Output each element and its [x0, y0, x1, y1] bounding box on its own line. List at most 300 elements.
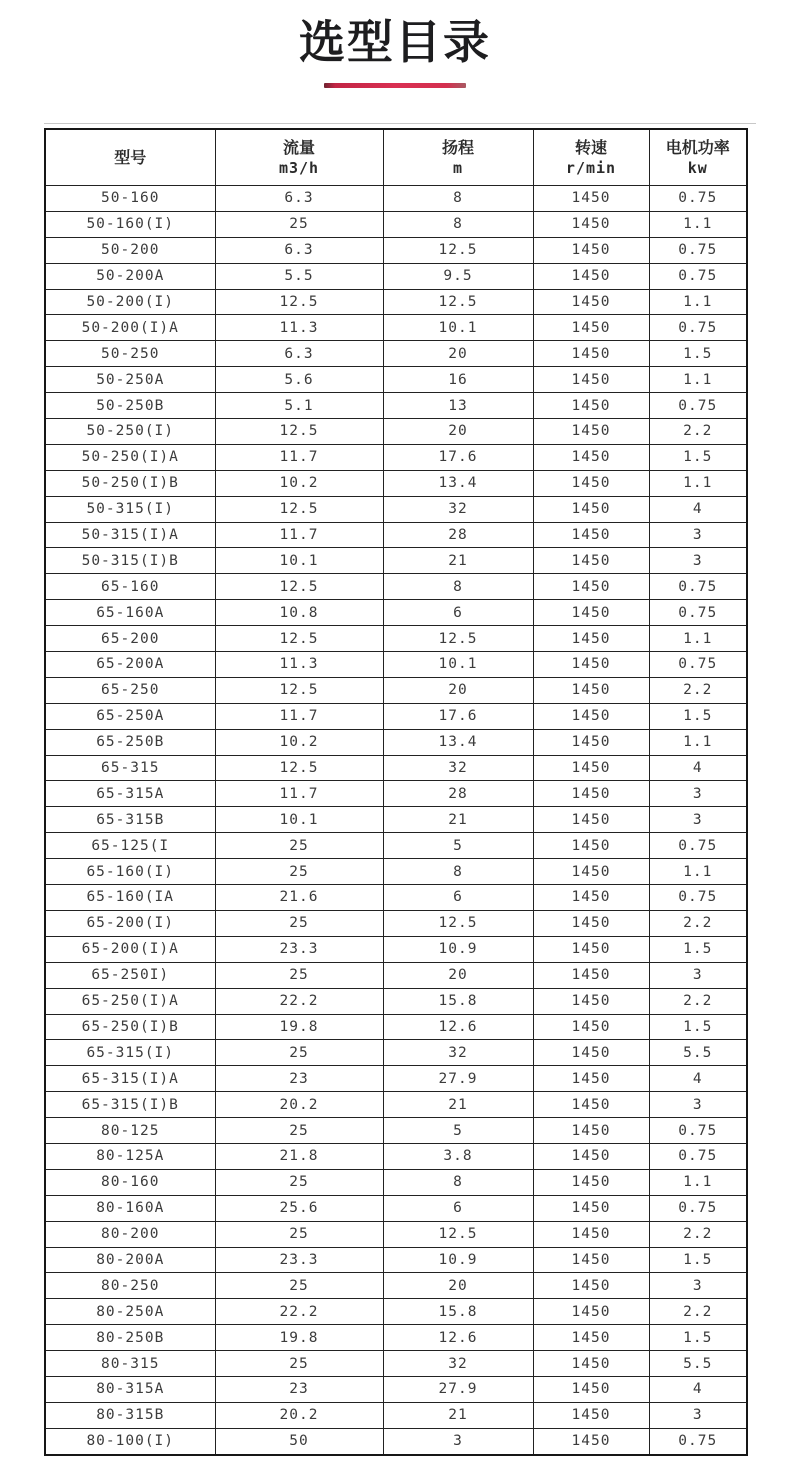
- model-cell: 50-250A: [45, 367, 215, 393]
- table-row: [45, 237, 747, 263]
- speed-cell: 1450: [533, 367, 649, 393]
- speed-cell: 1450: [533, 186, 649, 212]
- table-row: [45, 1221, 747, 1247]
- flow-cell: 11.7: [215, 703, 383, 729]
- flow-cell: 25: [215, 1351, 383, 1377]
- model-cell: 65-250I): [45, 962, 215, 988]
- head-cell: 8: [383, 186, 533, 212]
- power-cell: 0.75: [649, 393, 747, 419]
- table-row: [45, 1376, 747, 1402]
- col-header-speed-label: 转速: [574, 137, 607, 157]
- model-cell: 65-200A: [45, 652, 215, 678]
- power-cell: 1.5: [649, 936, 747, 962]
- head-cell: 3.8: [383, 1143, 533, 1169]
- speed-cell: 1450: [533, 781, 649, 807]
- head-cell: 12.5: [383, 237, 533, 263]
- flow-cell: 23: [215, 1066, 383, 1092]
- head-cell: 13: [383, 393, 533, 419]
- power-cell: 1.5: [649, 1325, 747, 1351]
- head-cell: 12.5: [383, 626, 533, 652]
- model-cell: 80-160A: [45, 1195, 215, 1221]
- model-cell: 65-250A: [45, 703, 215, 729]
- flow-cell: 12.5: [215, 419, 383, 445]
- model-cell: 50-160: [45, 186, 215, 212]
- flow-cell: 22.2: [215, 988, 383, 1014]
- speed-cell: 1450: [533, 1376, 649, 1402]
- power-cell: 0.75: [649, 186, 747, 212]
- speed-cell: 1450: [533, 315, 649, 341]
- flow-cell: 25: [215, 1118, 383, 1144]
- speed-cell: 1450: [533, 1195, 649, 1221]
- table-row: [45, 1325, 747, 1351]
- flow-cell: 12.5: [215, 496, 383, 522]
- flow-cell: 12.5: [215, 574, 383, 600]
- power-cell: 5.5: [649, 1351, 747, 1377]
- model-cell: 80-250B: [45, 1325, 215, 1351]
- model-cell: 65-160A: [45, 600, 215, 626]
- flow-cell: 23: [215, 1376, 383, 1402]
- power-cell: 1.5: [649, 1014, 747, 1040]
- power-cell: 2.2: [649, 988, 747, 1014]
- speed-cell: 1450: [533, 1273, 649, 1299]
- model-cell: 50-250B: [45, 393, 215, 419]
- flow-cell: 19.8: [215, 1325, 383, 1351]
- model-cell: 65-315(I)A: [45, 1066, 215, 1092]
- power-cell: 3: [649, 807, 747, 833]
- power-cell: 2.2: [649, 419, 747, 445]
- flow-cell: 11.7: [215, 781, 383, 807]
- speed-cell: 1450: [533, 263, 649, 289]
- speed-cell: 1450: [533, 703, 649, 729]
- speed-cell: 1450: [533, 677, 649, 703]
- speed-cell: 1450: [533, 289, 649, 315]
- model-cell: 65-315(I)B: [45, 1092, 215, 1118]
- power-cell: 0.75: [649, 833, 747, 859]
- model-cell: 80-315B: [45, 1402, 215, 1428]
- power-cell: 4: [649, 496, 747, 522]
- title-block: [0, 0, 790, 88]
- flow-cell: 11.7: [215, 444, 383, 470]
- model-cell: 50-315(I)A: [45, 522, 215, 548]
- speed-cell: 1450: [533, 936, 649, 962]
- model-cell: 65-200(I)A: [45, 936, 215, 962]
- head-cell: 28: [383, 781, 533, 807]
- head-cell: 20: [383, 341, 533, 367]
- head-cell: 8: [383, 859, 533, 885]
- model-cell: 65-160: [45, 574, 215, 600]
- power-cell: 2.2: [649, 1221, 747, 1247]
- speed-cell: 1450: [533, 1066, 649, 1092]
- power-cell: 1.5: [649, 444, 747, 470]
- flow-cell: 10.2: [215, 470, 383, 496]
- head-cell: 10.9: [383, 936, 533, 962]
- table-row: [45, 652, 747, 678]
- table-row: [45, 781, 747, 807]
- table-row: [45, 1351, 747, 1377]
- table-row: [45, 910, 747, 936]
- speed-cell: 1450: [533, 237, 649, 263]
- power-cell: 4: [649, 755, 747, 781]
- flow-cell: 10.2: [215, 729, 383, 755]
- table-row: [45, 1143, 747, 1169]
- speed-cell: 1450: [533, 1247, 649, 1273]
- power-cell: 2.2: [649, 1299, 747, 1325]
- flow-cell: 50: [215, 1428, 383, 1454]
- table-row: [45, 522, 747, 548]
- speed-cell: 1450: [533, 522, 649, 548]
- table-row: [45, 729, 747, 755]
- speed-cell: 1450: [533, 1092, 649, 1118]
- col-header-flow-label: 流量: [282, 137, 315, 157]
- speed-cell: 1450: [533, 574, 649, 600]
- power-cell: 1.1: [649, 211, 747, 237]
- table-row: [45, 859, 747, 885]
- flow-cell: 25: [215, 211, 383, 237]
- table-row: [45, 936, 747, 962]
- table-row: [45, 419, 747, 445]
- model-cell: 50-200: [45, 237, 215, 263]
- col-header-flow: [215, 129, 383, 186]
- model-cell: 65-250(I)B: [45, 1014, 215, 1040]
- speed-cell: 1450: [533, 833, 649, 859]
- power-cell: 0.75: [649, 600, 747, 626]
- flow-cell: 25: [215, 833, 383, 859]
- head-cell: 13.4: [383, 470, 533, 496]
- speed-cell: 1450: [533, 1351, 649, 1377]
- table-row: [45, 807, 747, 833]
- head-cell: 8: [383, 1169, 533, 1195]
- speed-cell: 1450: [533, 652, 649, 678]
- model-cell: 80-250: [45, 1273, 215, 1299]
- title-underline: [324, 83, 466, 88]
- model-cell: 50-315(I): [45, 496, 215, 522]
- model-cell: 50-160(I): [45, 211, 215, 237]
- col-header-head-unit: m: [452, 158, 464, 177]
- table-row: [45, 1066, 747, 1092]
- power-cell: 1.5: [649, 1247, 747, 1273]
- model-cell: 80-200: [45, 1221, 215, 1247]
- power-cell: 3: [649, 1273, 747, 1299]
- head-cell: 12.5: [383, 1221, 533, 1247]
- col-header-head-label: 扬程: [441, 137, 474, 157]
- col-header-power-label: 电机功率: [665, 137, 730, 157]
- power-cell: 3: [649, 1402, 747, 1428]
- model-cell: 80-315A: [45, 1376, 215, 1402]
- speed-cell: 1450: [533, 988, 649, 1014]
- head-cell: 15.8: [383, 1299, 533, 1325]
- speed-cell: 1450: [533, 548, 649, 574]
- table-row: [45, 1040, 747, 1066]
- power-cell: 0.75: [649, 263, 747, 289]
- speed-cell: 1450: [533, 393, 649, 419]
- head-cell: 10.1: [383, 315, 533, 341]
- flow-cell: 25: [215, 1221, 383, 1247]
- flow-cell: 10.1: [215, 807, 383, 833]
- col-header-speed: [533, 129, 649, 186]
- col-header-model-label: 型号: [114, 148, 147, 167]
- model-cell: 50-250: [45, 341, 215, 367]
- speed-cell: 1450: [533, 626, 649, 652]
- speed-cell: 1450: [533, 807, 649, 833]
- table-row: [45, 263, 747, 289]
- power-cell: 0.75: [649, 1195, 747, 1221]
- model-cell: 65-200(I): [45, 910, 215, 936]
- speed-cell: 1450: [533, 859, 649, 885]
- head-cell: 8: [383, 574, 533, 600]
- power-cell: 2.2: [649, 677, 747, 703]
- power-cell: 3: [649, 1092, 747, 1118]
- model-cell: 50-250(I)A: [45, 444, 215, 470]
- model-cell: 65-315B: [45, 807, 215, 833]
- table-row: [45, 1118, 747, 1144]
- flow-cell: 25: [215, 910, 383, 936]
- power-cell: 1.1: [649, 729, 747, 755]
- col-header-speed-unit: r/min: [565, 158, 617, 177]
- flow-cell: 6.3: [215, 237, 383, 263]
- head-cell: 6: [383, 885, 533, 911]
- selection-table-wrap: [44, 128, 746, 1456]
- power-cell: 5.5: [649, 1040, 747, 1066]
- table-row: [45, 367, 747, 393]
- head-cell: 10.1: [383, 652, 533, 678]
- head-cell: 10.9: [383, 1247, 533, 1273]
- table-row: [45, 626, 747, 652]
- table-row: [45, 211, 747, 237]
- power-cell: 0.75: [649, 1428, 747, 1454]
- table-row: [45, 496, 747, 522]
- model-cell: 65-160(IA: [45, 885, 215, 911]
- col-header-power-unit: kw: [687, 158, 708, 177]
- table-row: [45, 703, 747, 729]
- model-cell: 50-315(I)B: [45, 548, 215, 574]
- table-row: [45, 1247, 747, 1273]
- model-cell: 65-315: [45, 755, 215, 781]
- divider-line: [44, 123, 756, 124]
- head-cell: 32: [383, 1040, 533, 1066]
- head-cell: 12.6: [383, 1014, 533, 1040]
- table-row: [45, 315, 747, 341]
- power-cell: 0.75: [649, 574, 747, 600]
- head-cell: 20: [383, 677, 533, 703]
- speed-cell: 1450: [533, 1428, 649, 1454]
- power-cell: 3: [649, 522, 747, 548]
- head-cell: 12.5: [383, 910, 533, 936]
- flow-cell: 23.3: [215, 1247, 383, 1273]
- head-cell: 17.6: [383, 703, 533, 729]
- table-row: [45, 393, 747, 419]
- head-cell: 16: [383, 367, 533, 393]
- model-cell: 65-250: [45, 677, 215, 703]
- table-row: [45, 988, 747, 1014]
- flow-cell: 12.5: [215, 677, 383, 703]
- table-row: [45, 600, 747, 626]
- flow-cell: 6.3: [215, 341, 383, 367]
- table-row: [45, 444, 747, 470]
- power-cell: 4: [649, 1066, 747, 1092]
- speed-cell: 1450: [533, 1143, 649, 1169]
- speed-cell: 1450: [533, 729, 649, 755]
- model-cell: 65-315(I): [45, 1040, 215, 1066]
- flow-cell: 10.1: [215, 548, 383, 574]
- flow-cell: 25: [215, 962, 383, 988]
- speed-cell: 1450: [533, 470, 649, 496]
- speed-cell: 1450: [533, 962, 649, 988]
- table-row: [45, 1402, 747, 1428]
- flow-cell: 12.5: [215, 755, 383, 781]
- flow-cell: 5.5: [215, 263, 383, 289]
- flow-cell: 25.6: [215, 1195, 383, 1221]
- head-cell: 6: [383, 600, 533, 626]
- power-cell: 0.75: [649, 885, 747, 911]
- flow-cell: 10.8: [215, 600, 383, 626]
- head-cell: 21: [383, 807, 533, 833]
- flow-cell: 11.3: [215, 652, 383, 678]
- model-cell: 80-160: [45, 1169, 215, 1195]
- flow-cell: 25: [215, 1273, 383, 1299]
- speed-cell: 1450: [533, 600, 649, 626]
- model-cell: 50-250(I)B: [45, 470, 215, 496]
- col-header-model: [45, 129, 215, 186]
- table-row: [45, 1169, 747, 1195]
- model-cell: 65-315A: [45, 781, 215, 807]
- speed-cell: 1450: [533, 1169, 649, 1195]
- table-row: [45, 1092, 747, 1118]
- flow-cell: 25: [215, 859, 383, 885]
- head-cell: 13.4: [383, 729, 533, 755]
- speed-cell: 1450: [533, 1325, 649, 1351]
- head-cell: 27.9: [383, 1066, 533, 1092]
- table-header: [45, 129, 747, 186]
- flow-cell: 25: [215, 1040, 383, 1066]
- speed-cell: 1450: [533, 444, 649, 470]
- model-cell: 80-100(I): [45, 1428, 215, 1454]
- speed-cell: 1450: [533, 885, 649, 911]
- speed-cell: 1450: [533, 1299, 649, 1325]
- power-cell: 1.1: [649, 1169, 747, 1195]
- head-cell: 15.8: [383, 988, 533, 1014]
- model-cell: 65-160(I): [45, 859, 215, 885]
- flow-cell: 25: [215, 1169, 383, 1195]
- model-cell: 80-250A: [45, 1299, 215, 1325]
- head-cell: 21: [383, 548, 533, 574]
- model-cell: 50-250(I): [45, 419, 215, 445]
- flow-cell: 23.3: [215, 936, 383, 962]
- power-cell: 1.1: [649, 470, 747, 496]
- flow-cell: 20.2: [215, 1092, 383, 1118]
- power-cell: 1.1: [649, 626, 747, 652]
- model-cell: 80-200A: [45, 1247, 215, 1273]
- power-cell: 3: [649, 548, 747, 574]
- flow-cell: 12.5: [215, 289, 383, 315]
- speed-cell: 1450: [533, 211, 649, 237]
- head-cell: 21: [383, 1402, 533, 1428]
- speed-cell: 1450: [533, 341, 649, 367]
- table-row: [45, 574, 747, 600]
- speed-cell: 1450: [533, 1221, 649, 1247]
- speed-cell: 1450: [533, 419, 649, 445]
- table-row: [45, 962, 747, 988]
- table-row: [45, 548, 747, 574]
- page-title: 选型目录: [299, 15, 491, 69]
- head-cell: 32: [383, 496, 533, 522]
- table-row: [45, 885, 747, 911]
- flow-cell: 5.6: [215, 367, 383, 393]
- table-row: [45, 186, 747, 212]
- head-cell: 12.6: [383, 1325, 533, 1351]
- head-cell: 17.6: [383, 444, 533, 470]
- flow-cell: 20.2: [215, 1402, 383, 1428]
- power-cell: 0.75: [649, 1143, 747, 1169]
- model-cell: 80-125: [45, 1118, 215, 1144]
- table-row: [45, 1195, 747, 1221]
- header-row: [45, 129, 747, 186]
- model-cell: 65-250(I)A: [45, 988, 215, 1014]
- speed-cell: 1450: [533, 1040, 649, 1066]
- power-cell: 0.75: [649, 315, 747, 341]
- table-row: [45, 755, 747, 781]
- head-cell: 6: [383, 1195, 533, 1221]
- power-cell: 4: [649, 1376, 747, 1402]
- flow-cell: 6.3: [215, 186, 383, 212]
- head-cell: 20: [383, 962, 533, 988]
- head-cell: 32: [383, 1351, 533, 1377]
- power-cell: 1.1: [649, 367, 747, 393]
- table-row: [45, 1273, 747, 1299]
- table-row: [45, 289, 747, 315]
- head-cell: 12.5: [383, 289, 533, 315]
- model-cell: 50-200(I): [45, 289, 215, 315]
- table-body: [45, 186, 747, 1455]
- table-row: [45, 1428, 747, 1454]
- head-cell: 3: [383, 1428, 533, 1454]
- table-row: [45, 1299, 747, 1325]
- flow-cell: 11.3: [215, 315, 383, 341]
- selection-table: [44, 128, 748, 1456]
- model-cell: 65-125(I: [45, 833, 215, 859]
- flow-cell: 12.5: [215, 626, 383, 652]
- speed-cell: 1450: [533, 1118, 649, 1144]
- power-cell: 0.75: [649, 652, 747, 678]
- table-row: [45, 470, 747, 496]
- flow-cell: 21.6: [215, 885, 383, 911]
- model-cell: 80-125A: [45, 1143, 215, 1169]
- power-cell: 1.5: [649, 703, 747, 729]
- power-cell: 0.75: [649, 237, 747, 263]
- model-cell: 50-200(I)A: [45, 315, 215, 341]
- head-cell: 32: [383, 755, 533, 781]
- flow-cell: 22.2: [215, 1299, 383, 1325]
- table-row: [45, 677, 747, 703]
- head-cell: 9.5: [383, 263, 533, 289]
- power-cell: 1.1: [649, 289, 747, 315]
- model-cell: 80-315: [45, 1351, 215, 1377]
- col-header-flow-unit: m3/h: [278, 158, 320, 177]
- model-cell: 50-200A: [45, 263, 215, 289]
- flow-cell: 11.7: [215, 522, 383, 548]
- col-header-head: [383, 129, 533, 186]
- speed-cell: 1450: [533, 1402, 649, 1428]
- flow-cell: 21.8: [215, 1143, 383, 1169]
- flow-cell: 5.1: [215, 393, 383, 419]
- table-row: [45, 341, 747, 367]
- model-cell: 65-200: [45, 626, 215, 652]
- speed-cell: 1450: [533, 1014, 649, 1040]
- power-cell: 2.2: [649, 910, 747, 936]
- speed-cell: 1450: [533, 910, 649, 936]
- power-cell: 1.5: [649, 341, 747, 367]
- speed-cell: 1450: [533, 755, 649, 781]
- power-cell: 3: [649, 781, 747, 807]
